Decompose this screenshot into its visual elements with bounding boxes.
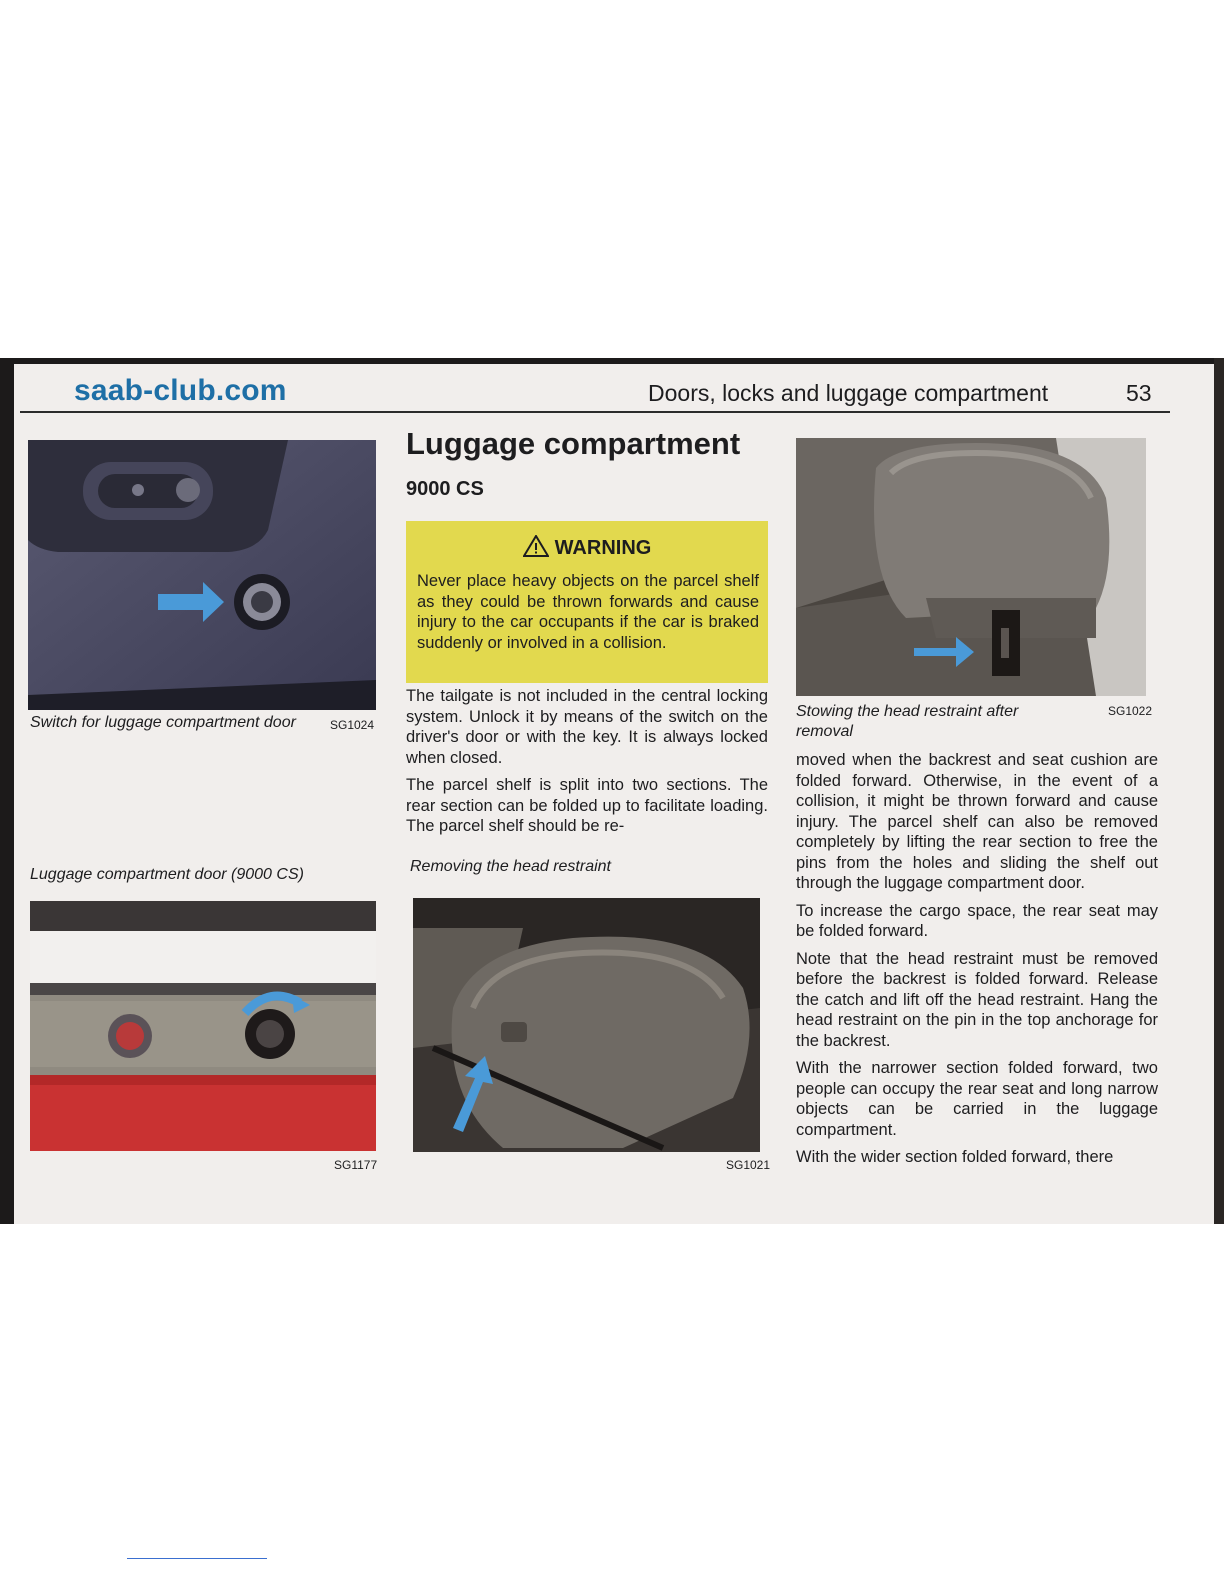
switch-photo: [28, 440, 376, 710]
switch-figure-code: SG1024: [330, 718, 375, 732]
warning-title: WARNING: [554, 537, 652, 559]
article-subtitle: 9000 CS: [406, 478, 484, 500]
right-body: [796, 750, 1158, 1175]
scan-border-top: [0, 358, 1224, 364]
paragraph: The parcel shelf is split into two sections. The rear section can be folded up to facilitate loading. The parcel shelf should be re-: [406, 776, 768, 835]
scan-border-right: [1214, 358, 1224, 1224]
page-number: 53: [1126, 380, 1152, 406]
warning-heading: [406, 535, 768, 560]
warning-text: Never place heavy objects on the parcel shelf as they could be thrown forwards and cause injury to the car occupants if the car is braked suddenly or involved in a collision.: [417, 572, 759, 652]
site-logo[interactable]: saab-club.com: [74, 374, 287, 407]
door-caption: Luggage compartment door (9000 CS): [30, 866, 304, 883]
paragraph: Note that the head restraint must be removed before the backrest is folded forward. Release the catch and lift off the head restraint. Hang the head restraint on the pin in the top anchorage for the backrest.: [796, 949, 1158, 1050]
switch-caption: Switch for luggage compartment door: [30, 714, 296, 731]
removing-caption: Removing the head restraint: [410, 858, 611, 875]
middle-body: [406, 686, 768, 844]
manual-page-scan: [0, 358, 1224, 1224]
paragraph: The tailgate is not included in the central locking system. Unlock it by means of the switch on the driver's door or with the key. It is always locked when closed.: [406, 687, 768, 767]
removing-photo: [413, 898, 760, 1152]
removing-figure-code: SG1021: [726, 1158, 771, 1172]
stowing-photo: [796, 438, 1146, 696]
door-figure-code: SG1177: [334, 1158, 378, 1172]
paragraph: With the narrower section folded forward, two people can occupy the rear seat and long narrow objects can be carried in the luggage compartment.: [796, 1059, 1158, 1139]
scan-border-left: [0, 358, 14, 1224]
warning-triangle-icon: [523, 535, 549, 557]
door-photo: [30, 901, 376, 1151]
warning-box: [406, 521, 768, 683]
header-rule: [20, 411, 1170, 413]
article-title: Luggage compartment: [406, 426, 741, 461]
stowing-figure-code: SG1022: [1108, 704, 1153, 718]
stowing-caption: Stowing the head restraint after removal: [796, 703, 1019, 740]
paragraph: moved when the backrest and seat cushion are folded forward. Otherwise, in the event of a collision, it might be thrown forward and cause injury. The parcel shelf can also be removed completely by lifting the rear section to free the pins from the holes and sliding the shelf out through the luggage compartment door.: [796, 751, 1158, 892]
paragraph: With the wider section folded forward, there: [796, 1148, 1114, 1166]
section-title: Doors, locks and luggage compartment: [648, 380, 1049, 406]
footer-link-underline: [127, 1558, 267, 1559]
paragraph: To increase the cargo space, the rear seat may be folded forward.: [796, 901, 1158, 940]
